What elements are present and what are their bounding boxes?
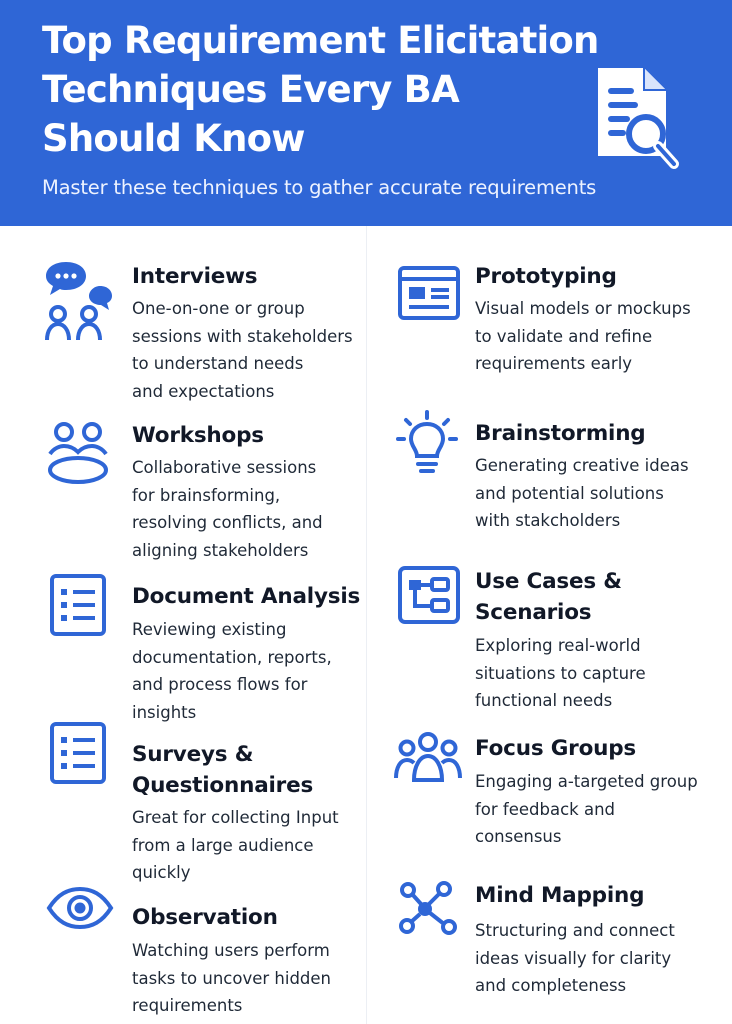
technique-desc-line: Reviewing existing: [132, 620, 287, 639]
group-workshop-icon: [46, 420, 110, 486]
technique-desc-line: and potential solutions: [475, 483, 664, 503]
technique-desc-line: with stakcholders: [475, 511, 621, 530]
technique-desc-line: insights: [132, 702, 197, 722]
technique-desc-line: consensus: [475, 827, 562, 846]
technique-desc-line: for brainsforming,: [132, 485, 281, 505]
focus-group-icon: [394, 732, 462, 784]
technique-desc-line: Watching users perform: [132, 941, 330, 960]
technique-desc-line: and process flows for: [132, 675, 308, 694]
title-line: Top Requirement Elicitation: [42, 19, 599, 62]
technique-desc-line: One-on-one or group: [132, 299, 305, 318]
technique-title: Focus Groups: [475, 736, 637, 761]
title-line: Should Know: [42, 117, 305, 160]
technique-desc-line: Collaborative sessions: [132, 458, 317, 477]
interview-people-icon: [44, 260, 116, 346]
technique-desc-line: for feedback and: [475, 799, 616, 819]
technique-desc-line: Visual models or mockups: [475, 299, 691, 318]
technique-desc-line: aligning stakeholders: [132, 540, 309, 560]
page-title: [42, 16, 602, 163]
technique-desc-line: tasks to uncover hidden: [132, 968, 332, 988]
technique-title: Questionnaires: [132, 773, 314, 798]
flow-diagram-icon: [398, 566, 460, 624]
technique-title: Mind Mapping: [475, 883, 645, 908]
page-subtitle: Master these techniques to gather accurate requirements: [42, 176, 597, 199]
document-search-icon: [584, 62, 684, 172]
technique-title: Document Analysis: [132, 584, 361, 609]
technique-desc-line: Generating creative ideas: [475, 456, 689, 475]
column-divider: [366, 226, 367, 1024]
checklist-icon: [50, 722, 106, 784]
technique-desc-line: ideas visually for clarity: [475, 948, 672, 968]
technique-desc-line: functional needs: [475, 691, 613, 710]
technique-desc-line: Engaging a-targeted group: [475, 772, 698, 791]
technique-desc-line: quickly: [132, 863, 191, 882]
technique-title: Interviews: [132, 264, 258, 289]
document-list-icon: [50, 574, 106, 636]
technique-desc-line: Structuring and connect: [475, 921, 675, 940]
eye-icon: [46, 886, 114, 930]
technique-desc-line: sessions with stakeholders: [132, 326, 353, 346]
technique-desc-line: requirements: [132, 996, 243, 1015]
technique-desc-line: Great for collecting Input: [132, 808, 339, 827]
technique-title: Observation: [132, 905, 278, 930]
technique-title: Scenarios: [475, 600, 592, 625]
technique-desc-line: and completeness: [475, 976, 627, 995]
technique-desc-line: resolving conflicts, and: [132, 513, 323, 532]
header-banner: [0, 0, 732, 226]
lightbulb-icon: [396, 410, 458, 478]
technique-title: Brainstorming: [475, 421, 646, 446]
title-line: Techniques Every BA: [42, 68, 459, 111]
technique-desc-line: Exploring real-world: [475, 636, 641, 655]
technique-desc-line: from a large audience: [132, 835, 314, 855]
prototype-layout-icon: [398, 266, 460, 320]
technique-title: Workshops: [132, 423, 264, 448]
mind-map-icon: [398, 880, 458, 936]
technique-title: Prototyping: [475, 264, 617, 289]
technique-desc-line: to validate and refine: [475, 326, 653, 346]
technique-title: Use Cases &: [475, 569, 622, 594]
technique-desc-line: documentation, reports,: [132, 647, 332, 667]
technique-desc-line: to understand needs: [132, 354, 304, 373]
technique-title: Surveys &: [132, 742, 254, 767]
technique-desc-line: and expectations: [132, 381, 275, 401]
technique-desc-line: situations to capture: [475, 663, 646, 683]
technique-desc-line: requirements early: [475, 354, 633, 373]
